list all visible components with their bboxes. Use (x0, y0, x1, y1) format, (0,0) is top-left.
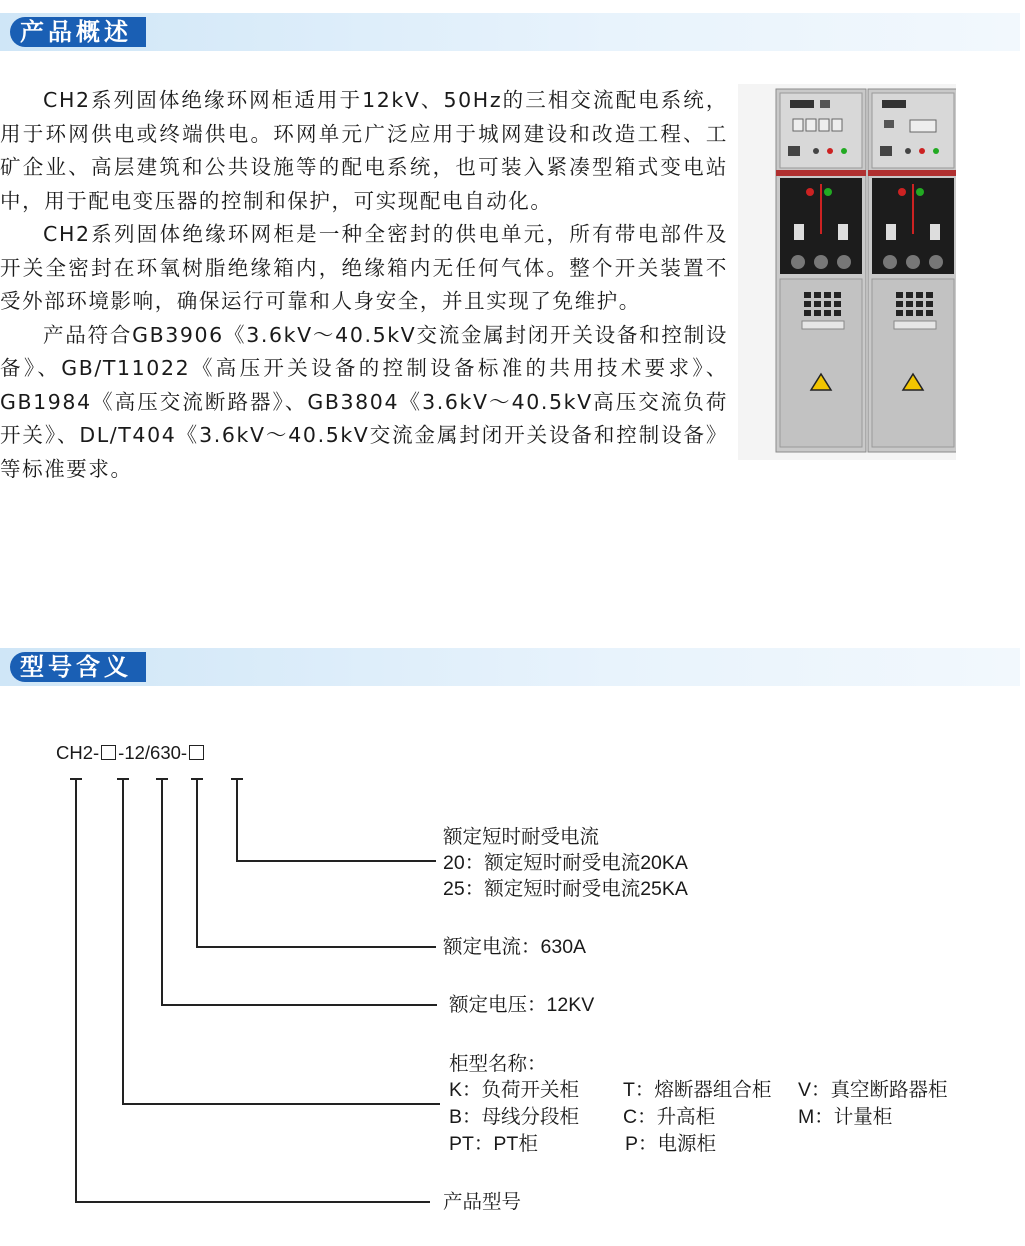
intro-text (0, 84, 728, 486)
leader-product-vertical (75, 778, 77, 1203)
cabinet-p: P：电源柜 (625, 1133, 717, 1155)
leader-current-vertical (196, 778, 198, 948)
intro-paragraph-1: CH2系列固体绝缘环网柜适用于12kV、50Hz的三相交流配电系统，用于环网供电或终端供电。环网单元广泛应用于城网建设和改造工程、工矿企业、高层建筑和公共设施等的配电系统，也可装入紧凑型箱式变电站中，用于配电变压器的控制和保护，可实现配电自动化。 (0, 88, 728, 213)
model-code-prefix: CH2- (56, 742, 100, 763)
cabinet-c: C：升高柜 (623, 1106, 716, 1128)
cabinet-type-title: 柜型名称： (449, 1053, 547, 1075)
cabinet-t: T：熔断器组合柜 (623, 1079, 772, 1101)
leader-cabinet-horizontal (122, 1103, 440, 1105)
product-photo (738, 84, 956, 460)
right-cabinet (868, 89, 956, 452)
product-model-label: 产品型号 (443, 1191, 522, 1213)
rated-current: 额定电流：630A (443, 936, 587, 958)
intro-paragraph-2: CH2系列固体绝缘环网柜是一种全密封的供电单元，所有带电部件及开关全密封在环氧树脂绝缘箱内，绝缘箱内无任何气体。整个开关装置不受外部环境影响，确保运行可靠和人身安全，并且实现了免维护。 (0, 222, 728, 313)
leader-shorttime-horizontal (236, 860, 436, 862)
model-code (56, 742, 206, 764)
cabinet-pt: PT：PT柜 (449, 1133, 538, 1155)
model-title: 型号含义 (10, 652, 146, 682)
intro-paragraph-3: 产品符合GB3906《3.6kV～40.5kV交流金属封闭开关设备和控制设备》、GB/T11022《高压开关设备的控制设备标准的共用技术要求》、GB1984《高压交流断路器》、GB3804《3.6kV～40.5kV高压交流负荷开关》、DL/T404《3.6kV～40.5kV交流金属封闭开关设备和控制设备》等标准要求。 (0, 322, 728, 481)
model-code-middle: -12/630- (118, 742, 188, 763)
leader-cabinet-vertical (122, 778, 124, 1105)
switchgear-illustration (738, 84, 956, 460)
short-time-25: 25：额定短时耐受电流25KA (443, 878, 688, 900)
code-placeholder-box-1 (101, 745, 116, 760)
leader-product-horizontal (75, 1201, 430, 1203)
leader-voltage-horizontal (161, 1004, 437, 1006)
short-time-20: 20：额定短时耐受电流20KA (443, 852, 688, 874)
rated-voltage: 额定电压：12KV (449, 994, 595, 1016)
short-time-title: 额定短时耐受电流 (443, 826, 600, 848)
cabinet-v: V：真空断路器柜 (798, 1079, 948, 1101)
leader-shorttime-tick (231, 778, 243, 780)
leader-current-tick (191, 778, 203, 780)
leader-shorttime-vertical (236, 778, 238, 862)
overview-header-bar (0, 13, 1020, 51)
cabinet-b: B：母线分段柜 (449, 1106, 580, 1128)
leader-voltage-vertical (161, 778, 163, 1006)
leader-cabinet-tick (117, 778, 129, 780)
overview-title: 产品概述 (10, 17, 146, 47)
cabinet-m: M：计量柜 (798, 1106, 893, 1128)
model-header-bar (0, 648, 1020, 686)
cabinet-k: K：负荷开关柜 (449, 1079, 580, 1101)
leader-current-horizontal (196, 946, 436, 948)
leader-product-tick (70, 778, 82, 780)
leader-voltage-tick (156, 778, 168, 780)
left-cabinet (776, 89, 866, 452)
code-placeholder-box-2 (189, 745, 204, 760)
